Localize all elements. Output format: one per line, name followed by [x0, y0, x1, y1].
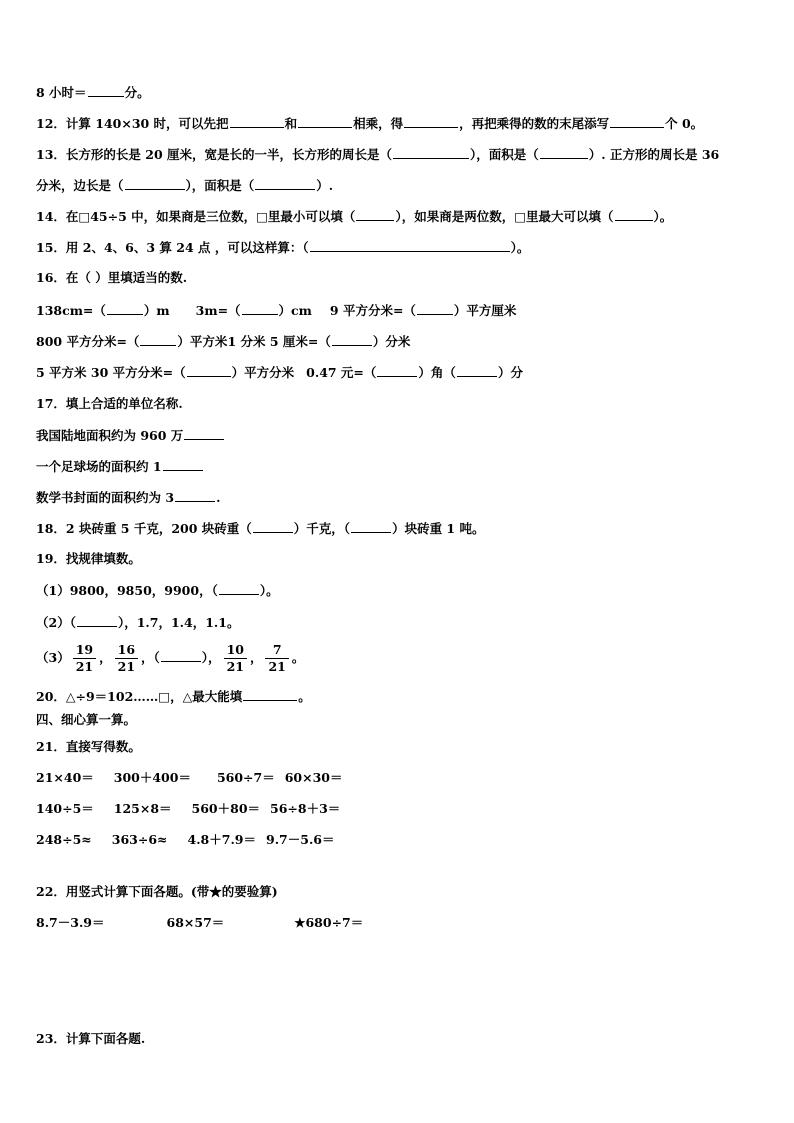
text: ），如果商是两位数，□里最大可以填（ — [395, 209, 614, 224]
text: 20．△÷9＝102……□，△最大能填 — [36, 689, 243, 704]
answer-blank[interactable] — [377, 364, 417, 377]
answer-blank[interactable] — [242, 302, 278, 315]
fraction — [73, 642, 96, 675]
text: ，再把乘得的数的末尾添写 — [459, 116, 610, 131]
math-item: 363÷6≈ — [111, 832, 168, 847]
answer-blank[interactable] — [356, 208, 394, 221]
answer-blank[interactable] — [457, 364, 497, 377]
answer-blank[interactable] — [125, 177, 185, 190]
numerator: 7 — [265, 642, 288, 659]
text: ）， — [201, 650, 221, 665]
text: 相乘，得 — [353, 116, 404, 131]
answer-blank[interactable] — [393, 146, 469, 159]
question-22-items — [36, 915, 363, 931]
text: 15．用 2、4、6、3 算 24 点 ，可以这样算：（ — [36, 240, 309, 255]
question-19-row1 — [36, 582, 279, 599]
text: ），1.7，1.4，1.1。 — [117, 615, 240, 630]
text: 12．计算 140×30 时，可以先把 — [36, 116, 229, 131]
text: ）。 — [510, 240, 530, 255]
question-21-row3 — [36, 832, 335, 848]
math-item: 125×8＝ — [113, 801, 172, 816]
text: 3m=（ — [195, 303, 241, 318]
question-19-row2 — [36, 614, 239, 631]
math-item: 56÷8＋3＝ — [270, 801, 341, 816]
text: 21．直接写得数。 — [36, 739, 141, 754]
answer-blank[interactable] — [255, 177, 315, 190]
numerator: 16 — [115, 642, 138, 659]
denominator: 21 — [226, 659, 244, 674]
numerator: 10 — [224, 642, 247, 659]
question-19-title — [36, 551, 141, 567]
answer-blank[interactable] — [140, 333, 176, 346]
fraction — [224, 642, 247, 675]
text: 23．计算下面各题. — [36, 1031, 146, 1046]
answer-blank[interactable] — [184, 427, 224, 440]
question-17-b — [36, 458, 204, 475]
denominator: 21 — [75, 659, 94, 674]
text: 。 — [298, 689, 311, 704]
answer-blank[interactable] — [77, 614, 117, 627]
text: ， — [249, 650, 263, 665]
math-item: 248÷5≈ — [36, 832, 92, 847]
question-15 — [36, 239, 529, 256]
text: ）分 — [497, 365, 523, 380]
denominator: 21 — [268, 659, 286, 674]
math-item: 560÷7＝ — [216, 770, 275, 785]
text: ）cm — [278, 303, 312, 318]
answer-blank[interactable] — [175, 489, 215, 502]
text: （1）9800，9850，9900，（ — [36, 583, 218, 598]
text: 19．找规律填数。 — [36, 551, 141, 566]
question-18 — [36, 520, 484, 537]
answer-blank[interactable] — [404, 115, 458, 128]
math-item: 8.7－3.9＝ — [36, 915, 105, 930]
text: 0.47 元=（ — [306, 365, 377, 380]
answer-blank[interactable] — [219, 582, 259, 595]
text: 我国陆地面积约为 960 万 — [36, 428, 184, 443]
math-item: 68×57＝ — [166, 915, 225, 930]
question-17-title — [36, 396, 183, 412]
answer-blank[interactable] — [163, 458, 203, 471]
text: ），面积是（ — [470, 147, 539, 162]
question-16-row3 — [36, 364, 523, 381]
question-16-row1 — [36, 302, 516, 319]
text: 138cm=（ — [36, 303, 106, 318]
math-item: 300＋400＝ — [113, 770, 191, 785]
fraction — [265, 642, 288, 675]
question-21-row1 — [36, 770, 342, 786]
text: 18．2 块砖重 5 千克，200 块砖重（ — [36, 521, 252, 536]
text: ），面积是（ — [185, 178, 255, 193]
text: ）分米 — [372, 334, 411, 349]
text: 14．在□45÷5 中，如果商是三位数，□里最小可以填（ — [36, 209, 356, 224]
text: 数学书封面的面积约为 3 — [36, 490, 175, 505]
answer-blank[interactable] — [253, 520, 293, 533]
text: ）角（ — [418, 365, 456, 380]
text: ）千克，（ — [293, 521, 351, 536]
text: ）块砖重 1 吨。 — [392, 521, 485, 536]
text: 1 分米 5 厘米=（ — [227, 334, 331, 349]
text: 9 平方分米=（ — [329, 303, 416, 318]
question-13-line2 — [36, 177, 333, 194]
question-17-c — [36, 489, 220, 506]
text: ）平方分米 — [231, 365, 295, 380]
section-heading — [36, 712, 136, 728]
math-item: ★680÷7＝ — [294, 915, 364, 930]
question-16-title — [36, 270, 187, 286]
text: 16．在（ ）里填适当的数. — [36, 270, 188, 285]
answer-blank[interactable] — [310, 239, 510, 252]
text: ， — [99, 650, 112, 665]
text: 5 平方米 30 平方分米=（ — [36, 365, 186, 380]
math-item: 9.7－5.6＝ — [266, 832, 335, 847]
text: 800 平方分米=（ — [36, 334, 140, 349]
text: 17．填上合适的单位名称. — [36, 396, 183, 411]
text: 四、细心算一算。 — [36, 712, 137, 727]
text: 分。 — [124, 85, 150, 100]
answer-blank[interactable] — [417, 302, 453, 315]
text: . — [216, 490, 221, 505]
text: ）。 — [259, 583, 279, 598]
question-prev — [36, 84, 150, 101]
question-17-a — [36, 427, 225, 444]
text: 分米，边长是（ — [36, 178, 124, 193]
text: （3） — [36, 650, 70, 665]
math-item: 60×30＝ — [284, 770, 343, 785]
answer-blank[interactable] — [298, 115, 352, 128]
text: ）. 正方形的周长是 36 — [588, 147, 720, 162]
answer-blank[interactable] — [161, 649, 201, 662]
answer-blank[interactable] — [615, 208, 653, 221]
math-item: 140÷5＝ — [36, 801, 94, 816]
question-19-row3 — [36, 642, 304, 675]
text: ）平方米 — [177, 334, 228, 349]
answer-blank[interactable] — [351, 520, 391, 533]
text: 和 — [284, 116, 298, 131]
text: 13．长方形的长是 20 厘米，宽是长的一半，长方形的周长是（ — [36, 147, 392, 162]
answer-blank[interactable] — [332, 333, 372, 346]
answer-blank[interactable] — [88, 84, 124, 97]
text: ）。 — [653, 209, 673, 224]
question-16-row2 — [36, 333, 410, 350]
text: ）. — [316, 178, 334, 193]
question-14 — [36, 208, 672, 225]
question-20 — [36, 688, 311, 705]
text: 22．用竖式计算下面各题。(带★的要验算) — [36, 884, 278, 899]
text: ）m — [143, 303, 170, 318]
math-item: 4.8＋7.9＝ — [187, 832, 256, 847]
answer-blank[interactable] — [610, 115, 664, 128]
question-13-line1 — [36, 146, 719, 163]
text: ）平方厘米 — [453, 303, 517, 318]
text: 8 小时＝ — [36, 85, 87, 100]
math-item: 21×40＝ — [36, 770, 94, 785]
text: 。 — [291, 650, 305, 665]
numerator: 19 — [73, 642, 96, 659]
question-21-title — [36, 739, 141, 755]
fraction — [115, 642, 138, 675]
question-21-row2 — [36, 801, 340, 817]
answer-blank[interactable] — [107, 302, 143, 315]
question-22-title — [36, 884, 278, 900]
question-12 — [36, 115, 703, 132]
denominator: 21 — [117, 659, 136, 674]
text: （2）（ — [36, 615, 76, 630]
answer-blank[interactable] — [540, 146, 588, 159]
text: ，（ — [141, 650, 160, 665]
answer-blank[interactable] — [187, 364, 231, 377]
answer-blank[interactable] — [243, 688, 297, 701]
text: 个 0。 — [665, 116, 704, 131]
math-item: 560＋80＝ — [191, 801, 261, 816]
text: 一个足球场的面积约 1 — [36, 459, 162, 474]
answer-blank[interactable] — [230, 115, 284, 128]
question-23-title — [36, 1031, 145, 1047]
